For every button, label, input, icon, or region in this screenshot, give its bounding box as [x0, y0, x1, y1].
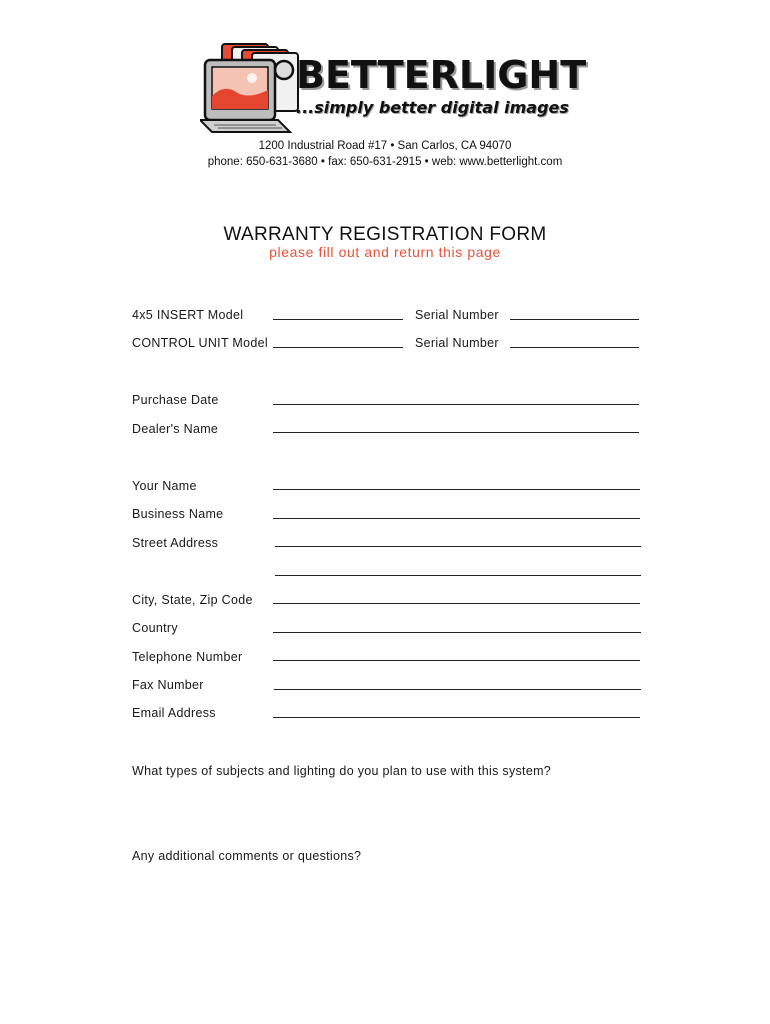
business-name-field[interactable]	[273, 518, 640, 519]
brand-tagline: ...simply better digital images	[296, 98, 569, 117]
country-label: Country	[132, 621, 178, 635]
email-address-field[interactable]	[273, 717, 640, 718]
insert-model-field[interactable]	[273, 319, 403, 320]
insert-serial-label: Serial Number	[415, 308, 499, 322]
control-unit-model-label: CONTROL UNIT Model	[132, 336, 268, 350]
brand-name: BETTERLIGHT	[296, 53, 587, 97]
country-field[interactable]	[273, 632, 641, 633]
subjects-lighting-answer-area[interactable]	[132, 784, 640, 834]
city-state-zip-label: City, State, Zip Code	[132, 593, 253, 607]
additional-comments-answer-area[interactable]	[132, 869, 640, 989]
control-unit-serial-field[interactable]	[510, 347, 639, 348]
dealer-name-label: Dealer's Name	[132, 422, 219, 436]
fax-number-label: Fax Number	[132, 678, 204, 692]
control-unit-model-field[interactable]	[273, 347, 403, 348]
additional-comments-question: Any additional comments or questions?	[132, 849, 362, 863]
purchase-date-field[interactable]	[273, 404, 639, 405]
your-name-label: Your Name	[132, 479, 197, 493]
your-name-field[interactable]	[273, 489, 640, 490]
telephone-number-field[interactable]	[273, 660, 640, 661]
insert-serial-field[interactable]	[510, 319, 639, 320]
business-name-label: Business Name	[132, 507, 224, 521]
city-state-zip-field[interactable]	[273, 603, 640, 604]
dealer-name-field[interactable]	[273, 432, 639, 433]
purchase-date-label: Purchase Date	[132, 393, 219, 407]
logo-lens-graphic	[275, 61, 293, 79]
company-contact-info: phone: 650-631-3680 • fax: 650-631-2915 • web: www.betterlight.com	[207, 156, 563, 168]
company-address: 1200 Industrial Road #17 • San Carlos, CA 94070	[258, 140, 512, 152]
street-address-label: Street Address	[132, 536, 219, 550]
control-unit-serial-label: Serial Number	[415, 336, 499, 350]
form-title: WARRANTY REGISTRATION FORM	[223, 224, 547, 245]
email-address-label: Email Address	[132, 706, 216, 720]
insert-model-label: 4x5 INSERT Model	[132, 308, 244, 322]
street-address-field-line-2[interactable]	[275, 575, 641, 576]
subjects-lighting-question: What types of subjects and lighting do you plan to use with this system?	[132, 764, 552, 778]
fax-number-field[interactable]	[274, 689, 641, 690]
telephone-number-label: Telephone Number	[132, 650, 243, 664]
street-address-field[interactable]	[275, 546, 641, 547]
form-subtitle: please fill out and return this page	[269, 244, 501, 260]
